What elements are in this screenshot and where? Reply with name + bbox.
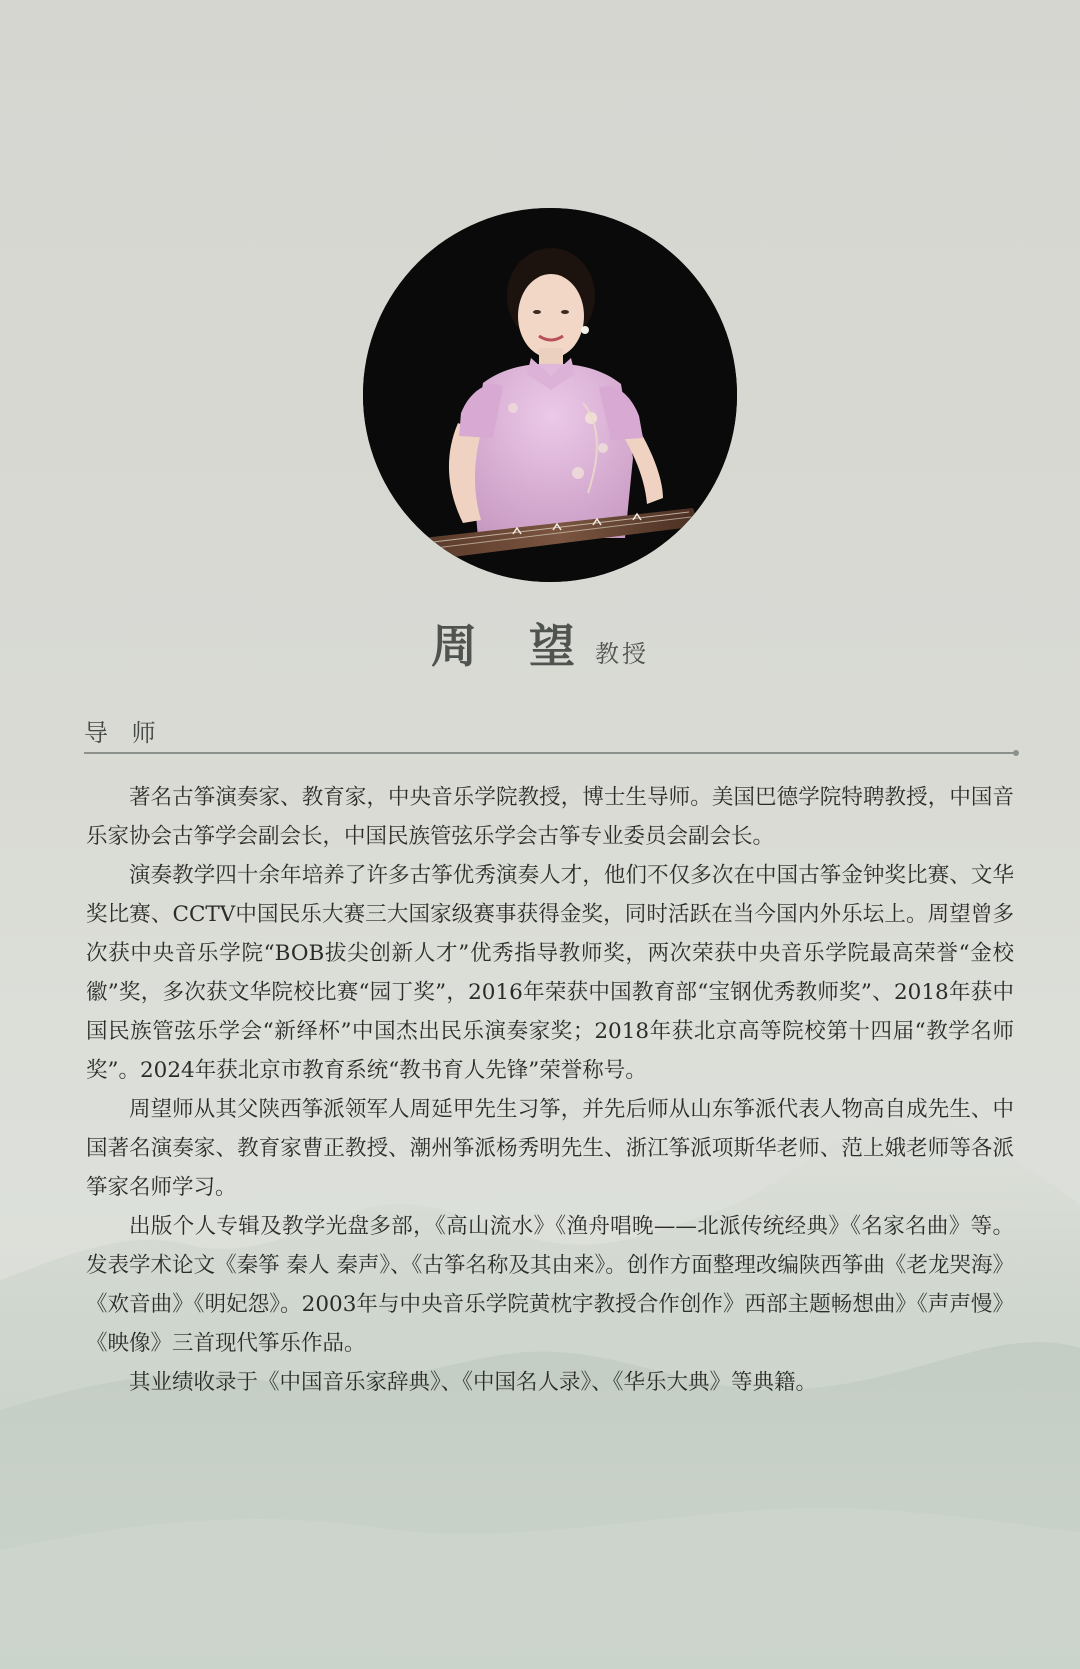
name-heading — [0, 610, 1080, 676]
bio-paragraph: 演奏教学四十余年培养了许多古筝优秀演奏人才，他们不仅多次在中国古筝金钟奖比赛、文华奖比赛、CCTV中国民乐大赛三大国家级赛事获得金奖，同时活跃在当今国内外乐坛上。周望曾多次获中央音乐学院“BOB拔尖创新人才”优秀指导教师奖，两次荣获中央音乐学院最高荣誉“金校徽”奖，多次获文华院校比赛“园丁奖”，2016年荣获中国教育部“宝钢优秀教师奖”、2018年获中国民族管弦乐学会“新绎杯”中国杰出民乐演奏家奖；2018年获北京高等院校第十四届“教学名师奖”。2024年获北京市教育系统“教书育人先锋”荣誉称号。 — [86, 863, 1014, 1083]
portrait-photo — [363, 208, 737, 582]
section-divider — [84, 752, 1016, 754]
section-title: 导 师 — [84, 719, 164, 747]
bio-paragraph: 其业绩收录于《中国音乐家辞典》、《中国名人录》、《华乐大典》等典籍。 — [129, 1370, 818, 1395]
person-name: 周 望 — [430, 619, 593, 673]
biography — [86, 778, 1014, 1402]
academic-title: 教授 — [595, 640, 649, 668]
bio-paragraph: 著名古筝演奏家、教育家，中央音乐学院教授，博士生导师。美国巴德学院特聘教授，中国音乐家协会古筝学会副会长，中国民族管弦乐学会古筝专业委员会副会长。 — [86, 785, 1014, 849]
bio-paragraph: 周望师从其父陕西筝派领军人周延甲先生习筝，并先后师从山东筝派代表人物高自成先生、中国著名演奏家、教育家曹正教授、潮州筝派杨秀明先生、浙江筝派项斯华老师、范上娥老师等各派筝家名师学习。 — [86, 1097, 1014, 1200]
bio-paragraph: 出版个人专辑及教学光盘多部，《高山流水》《渔舟唱晚——北派传统经典》《名家名曲》等。发表学术论文《秦筝 秦人 秦声》、《古筝名称及其由来》。创作方面整理改编陕西筝曲《老龙哭海》《欢音曲》《明妃怨》。2003年与中央音乐学院黄枕宇教授合作创作》西部主题畅想曲》《声声慢》《映像》三首现代筝乐作品。 — [86, 1214, 1014, 1356]
